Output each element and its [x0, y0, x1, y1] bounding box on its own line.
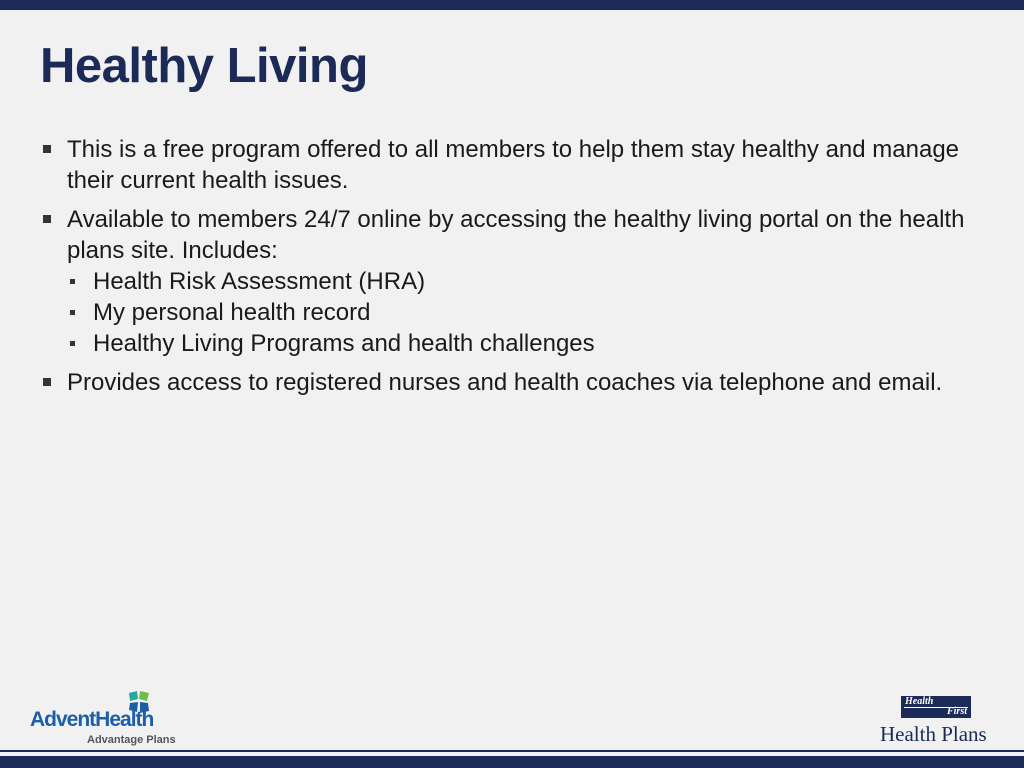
health-plans-wordmark: Health Plans: [880, 722, 987, 746]
bullet-item: [40, 367, 970, 398]
adventhealth-subtitle: Advantage Plans: [87, 734, 176, 746]
bullet-text: Available to members 24/7 online by accessing the healthy living portal on the health plans site. Includes:: [67, 206, 965, 264]
bottom-divider-line: [0, 750, 1024, 752]
small-square-bullet-icon: [70, 341, 75, 346]
small-square-bullet-icon: [70, 310, 75, 315]
sub-bullet-item: [67, 266, 970, 297]
square-bullet-icon: [43, 145, 51, 153]
square-bullet-icon: [43, 215, 51, 223]
health-first-badge: [901, 696, 971, 718]
badge-line-2: First: [946, 706, 967, 717]
adventhealth-wordmark: AdventHealth: [30, 708, 154, 731]
bullet-item: [40, 134, 970, 196]
sub-bullet-item: [67, 297, 970, 328]
adventhealth-logo: [30, 690, 190, 748]
bottom-accent-bar: [0, 756, 1024, 768]
top-accent-bar: [0, 0, 1024, 10]
slide-body: [40, 134, 970, 406]
bullet-list: [40, 134, 970, 398]
bullet-text: This is a free program offered to all members to help them stay healthy and manage their current health issues.: [67, 136, 960, 194]
slide-title: Healthy Living: [40, 39, 368, 93]
sub-bullet-item: [67, 328, 970, 359]
badge-line-1: Health: [905, 696, 934, 707]
bullet-item: [40, 204, 970, 359]
small-square-bullet-icon: [70, 279, 75, 284]
square-bullet-icon: [43, 378, 51, 386]
health-first-logo: [878, 694, 998, 746]
sub-bullet-text: My personal health record: [93, 299, 371, 326]
sub-bullet-text: Healthy Living Programs and health challenges: [93, 330, 595, 357]
sub-bullet-list: [67, 266, 970, 359]
sub-bullet-text: Health Risk Assessment (HRA): [93, 268, 426, 295]
bullet-text: Provides access to registered nurses and health coaches via telephone and email.: [67, 369, 943, 396]
